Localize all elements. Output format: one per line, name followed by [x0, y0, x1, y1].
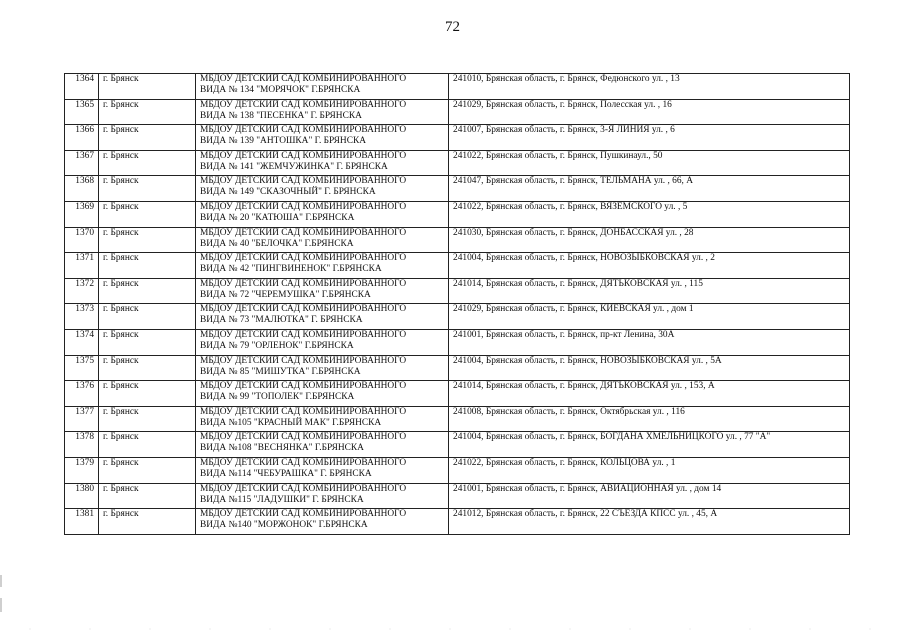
- table-row: [65, 201, 850, 227]
- row-city-cell: [99, 406, 196, 432]
- row-address: 241022, Брянская область, г. Брянск, ВЯЗЕМСКОГО ул. , 5: [453, 201, 688, 212]
- row-number: 1380: [75, 483, 94, 494]
- row-number: 1366: [75, 125, 94, 136]
- row-city: г. Брянск: [103, 329, 139, 340]
- row-institution-name-cell: [196, 201, 449, 227]
- table-row: [65, 253, 850, 279]
- table-row: [65, 125, 850, 151]
- scan-artifact: [0, 598, 2, 612]
- row-address-cell: [449, 457, 850, 483]
- row-address: 241007, Брянская область, г. Брянск, 3-Я ЛИНИЯ ул. , 6: [453, 125, 675, 136]
- row-institution-name: МБДОУ ДЕТСКИЙ САД КОМБИНИРОВАННОГО: [200, 150, 407, 161]
- row-institution-name: ВИДА № 42 "ПИНГВИНЕНОК" Г.БРЯНСКА: [200, 264, 382, 275]
- row-address: 241022, Брянская область, г. Брянск, Пушкинаул., 50: [453, 150, 663, 161]
- row-number-cell: [65, 509, 99, 535]
- row-number: 1378: [75, 432, 94, 443]
- page-number: 72: [445, 19, 460, 35]
- row-number: 1364: [75, 74, 94, 84]
- row-address-cell: [449, 381, 850, 407]
- row-institution-name-cell: [196, 509, 449, 535]
- row-city-cell: [99, 150, 196, 176]
- row-city-cell: [99, 304, 196, 330]
- row-address-cell: [449, 509, 850, 535]
- row-institution-name: МБДОУ ДЕТСКИЙ САД КОМБИНИРОВАННОГО: [200, 253, 407, 264]
- row-institution-name: МБДОУ ДЕТСКИЙ САД КОМБИНИРОВАННОГО: [200, 278, 407, 289]
- table-row: [65, 150, 850, 176]
- row-address: 241029, Брянская область, г. Брянск, КИЕВСКАЯ ул. , дом 1: [453, 304, 694, 315]
- row-city: г. Брянск: [103, 406, 139, 417]
- row-address: 241004, Брянская область, г. Брянск, БОГДАНА ХМЕЛЬНИЦКОГО ул. , 77 "А": [453, 432, 771, 443]
- row-city: г. Брянск: [103, 304, 139, 315]
- row-institution-name: ВИДА №140 "МОРЖОНОК" Г.БРЯНСКА: [200, 520, 368, 531]
- row-number: 1373: [75, 304, 94, 315]
- row-address-cell: [449, 74, 850, 100]
- row-institution-name: ВИДА № 149 "СКАЗОЧНЫЙ" Г. БРЯНСКА: [200, 187, 376, 198]
- row-address: 241030, Брянская область, г. Брянск, ДОНБАССКАЯ ул. , 28: [453, 227, 694, 238]
- row-number: 1374: [75, 329, 94, 340]
- row-number: 1375: [75, 355, 94, 366]
- row-city-cell: [99, 509, 196, 535]
- row-city-cell: [99, 381, 196, 407]
- row-city-cell: [99, 329, 196, 355]
- row-address-cell: [449, 150, 850, 176]
- row-city: г. Брянск: [103, 150, 139, 161]
- row-number-cell: [65, 483, 99, 509]
- row-address: 241047, Брянская область, г. Брянск, ТЕЛЬМАНА ул. , 66, А: [453, 176, 694, 187]
- row-institution-name-cell: [196, 253, 449, 279]
- row-number-cell: [65, 99, 99, 125]
- table-row: [65, 432, 850, 458]
- row-institution-name: МБДОУ ДЕТСКИЙ САД КОМБИНИРОВАННОГО: [200, 355, 407, 366]
- row-address: 241014, Брянская область, г. Брянск, ДЯТЬКОВСКАЯ ул. , 153, А: [453, 381, 715, 392]
- row-institution-name: ВИДА № 20 "КАТЮША" Г.БРЯНСКА: [200, 212, 355, 223]
- row-institution-name-cell: [196, 483, 449, 509]
- row-address-cell: [449, 355, 850, 381]
- row-city-cell: [99, 355, 196, 381]
- row-address: 241001, Брянская область, г. Брянск, пр-кт Ленина, 30А: [453, 329, 675, 340]
- row-institution-name: МБДОУ ДЕТСКИЙ САД КОМБИНИРОВАННОГО: [200, 227, 407, 238]
- row-number: 1368: [75, 176, 94, 187]
- row-institution-name: МБДОУ ДЕТСКИЙ САД КОМБИНИРОВАННОГО: [200, 74, 407, 84]
- row-address-cell: [449, 329, 850, 355]
- row-institution-name: ВИДА № 72 "ЧЕРЕМУШКА" Г.БРЯНСКА: [200, 289, 371, 300]
- row-number-cell: [65, 457, 99, 483]
- row-city-cell: [99, 176, 196, 202]
- row-institution-name-cell: [196, 381, 449, 407]
- table-row: [65, 457, 850, 483]
- row-address: 241029, Брянская область, г. Брянск, Полесская ул. , 16: [453, 99, 672, 110]
- row-institution-name: МБДОУ ДЕТСКИЙ САД КОМБИНИРОВАННОГО: [200, 483, 407, 494]
- row-institution-name: МБДОУ ДЕТСКИЙ САД КОМБИНИРОВАННОГО: [200, 381, 407, 392]
- row-institution-name: МБДОУ ДЕТСКИЙ САД КОМБИНИРОВАННОГО: [200, 99, 407, 110]
- row-number: 1372: [75, 278, 94, 289]
- row-institution-name-cell: [196, 227, 449, 253]
- row-institution-name: МБДОУ ДЕТСКИЙ САД КОМБИНИРОВАННОГО: [200, 201, 407, 212]
- row-number-cell: [65, 74, 99, 100]
- row-address: 241012, Брянская область, г. Брянск, 22 СЪЕЗДА КПСС ул. , 45, А: [453, 509, 718, 520]
- row-number-cell: [65, 304, 99, 330]
- row-institution-name-cell: [196, 355, 449, 381]
- scan-noise: [0, 628, 905, 630]
- row-institution-name-cell: [196, 150, 449, 176]
- row-address-cell: [449, 227, 850, 253]
- row-institution-name: МБДОУ ДЕТСКИЙ САД КОМБИНИРОВАННОГО: [200, 125, 407, 136]
- row-address-cell: [449, 99, 850, 125]
- row-address: 241014, Брянская область, г. Брянск, ДЯТЬКОВСКАЯ ул. , 115: [453, 278, 703, 289]
- row-institution-name: ВИДА № 134 "МОРЯЧОК" Г.БРЯНСКА: [200, 85, 361, 95]
- row-city: г. Брянск: [103, 201, 139, 212]
- row-city: г. Брянск: [103, 176, 139, 187]
- kindergarten-registry-table: [64, 73, 850, 535]
- row-address-cell: [449, 483, 850, 509]
- row-institution-name: МБДОУ ДЕТСКИЙ САД КОМБИНИРОВАННОГО: [200, 329, 407, 340]
- row-institution-name: ВИДА № 85 "МИШУТКА" Г.БРЯНСКА: [200, 366, 361, 377]
- table-row: [65, 74, 850, 100]
- row-number: 1381: [75, 509, 94, 520]
- row-institution-name: МБДОУ ДЕТСКИЙ САД КОМБИНИРОВАННОГО: [200, 457, 407, 468]
- row-institution-name-cell: [196, 432, 449, 458]
- table-row: [65, 99, 850, 125]
- table-row: [65, 355, 850, 381]
- row-number: 1379: [75, 457, 94, 468]
- row-city-cell: [99, 457, 196, 483]
- row-institution-name-cell: [196, 329, 449, 355]
- row-number: 1370: [75, 227, 94, 238]
- row-address: 241010, Брянская область, г. Брянск, Федюнского ул. , 13: [453, 74, 680, 84]
- row-number-cell: [65, 278, 99, 304]
- row-number-cell: [65, 406, 99, 432]
- row-institution-name: ВИДА №114 "ЧЕБУРАШКА" Г. БРЯНСКА: [200, 468, 372, 479]
- row-number-cell: [65, 253, 99, 279]
- row-institution-name-cell: [196, 457, 449, 483]
- scan-artifact: [0, 575, 2, 587]
- row-institution-name: ВИДА №108 "ВЕСНЯНКА" Г.БРЯНСКА: [200, 443, 364, 454]
- row-institution-name: ВИДА № 99 "ТОПОЛЕК" Г.БРЯНСКА: [200, 392, 355, 403]
- row-address-cell: [449, 304, 850, 330]
- row-institution-name: МБДОУ ДЕТСКИЙ САД КОМБИНИРОВАННОГО: [200, 304, 407, 315]
- row-institution-name: ВИДА № 79 "ОРЛЕНОК" Г.БРЯНСКА: [200, 340, 354, 351]
- row-number: 1376: [75, 381, 94, 392]
- row-institution-name: МБДОУ ДЕТСКИЙ САД КОМБИНИРОВАННОГО: [200, 406, 407, 417]
- row-city-cell: [99, 227, 196, 253]
- row-institution-name-cell: [196, 406, 449, 432]
- row-institution-name-cell: [196, 99, 449, 125]
- row-number-cell: [65, 432, 99, 458]
- row-number: 1369: [75, 201, 94, 212]
- row-city-cell: [99, 253, 196, 279]
- row-number-cell: [65, 125, 99, 151]
- row-address-cell: [449, 253, 850, 279]
- row-institution-name: ВИДА № 141 "ЖЕМЧУЖИНКА" Г. БРЯНСКА: [200, 161, 388, 172]
- row-address: 241004, Брянская область, г. Брянск, НОВОЗЫБКОВСКАЯ ул. , 2: [453, 253, 715, 264]
- row-institution-name: ВИДА № 138 "ПЕСЕНКА" Г. БРЯНСКА: [200, 110, 362, 121]
- row-institution-name: МБДОУ ДЕТСКИЙ САД КОМБИНИРОВАННОГО: [200, 509, 407, 520]
- table-row: [65, 406, 850, 432]
- table-row: [65, 176, 850, 202]
- row-city: г. Брянск: [103, 74, 139, 84]
- row-city-cell: [99, 483, 196, 509]
- row-city: г. Брянск: [103, 432, 139, 443]
- row-city: г. Брянск: [103, 381, 139, 392]
- row-city: г. Брянск: [103, 278, 139, 289]
- table-row: [65, 381, 850, 407]
- row-city-cell: [99, 201, 196, 227]
- table-row: [65, 483, 850, 509]
- row-address-cell: [449, 406, 850, 432]
- table-row: [65, 304, 850, 330]
- table-row: [65, 227, 850, 253]
- row-city: г. Брянск: [103, 355, 139, 366]
- row-city-cell: [99, 278, 196, 304]
- row-city: г. Брянск: [103, 125, 139, 136]
- row-address: 241001, Брянская область, г. Брянск, АВИАЦИОННАЯ ул. , дом 14: [453, 483, 722, 494]
- row-city: г. Брянск: [103, 483, 139, 494]
- row-address: 241022, Брянская область, г. Брянск, КОЛЬЦОВА ул. , 1: [453, 457, 676, 468]
- row-address-cell: [449, 125, 850, 151]
- row-address-cell: [449, 201, 850, 227]
- row-number-cell: [65, 329, 99, 355]
- row-institution-name: МБДОУ ДЕТСКИЙ САД КОМБИНИРОВАННОГО: [200, 176, 407, 187]
- row-institution-name: ВИДА № 139 "АНТОШКА" Г. БРЯНСКА: [200, 136, 366, 147]
- row-number: 1371: [75, 253, 94, 264]
- row-institution-name-cell: [196, 278, 449, 304]
- row-number-cell: [65, 176, 99, 202]
- row-number-cell: [65, 150, 99, 176]
- row-address-cell: [449, 176, 850, 202]
- row-institution-name-cell: [196, 304, 449, 330]
- row-number-cell: [65, 227, 99, 253]
- row-institution-name: ВИДА №105 "КРАСНЫЙ МАК" Г.БРЯНСКА: [200, 417, 382, 428]
- row-number-cell: [65, 355, 99, 381]
- row-address: 241008, Брянская область, г. Брянск, Октябрьская ул. , 116: [453, 406, 685, 417]
- row-city: г. Брянск: [103, 99, 139, 110]
- registry-table-body: [65, 74, 850, 535]
- row-institution-name: ВИДА № 40 "БЕЛОЧКА" Г.БРЯНСКА: [200, 238, 354, 249]
- row-address-cell: [449, 432, 850, 458]
- row-institution-name-cell: [196, 74, 449, 100]
- row-address-cell: [449, 278, 850, 304]
- row-institution-name: ВИДА №115 "ЛАДУШКИ" Г. БРЯНСКА: [200, 494, 364, 505]
- row-city: г. Брянск: [103, 253, 139, 264]
- row-city-cell: [99, 99, 196, 125]
- row-number: 1365: [75, 99, 94, 110]
- row-institution-name: МБДОУ ДЕТСКИЙ САД КОМБИНИРОВАННОГО: [200, 432, 407, 443]
- row-number-cell: [65, 201, 99, 227]
- table-row: [65, 509, 850, 535]
- row-institution-name-cell: [196, 125, 449, 151]
- row-city: г. Брянск: [103, 457, 139, 468]
- row-number: 1367: [75, 150, 94, 161]
- row-number-cell: [65, 381, 99, 407]
- row-number: 1377: [75, 406, 94, 417]
- row-city: г. Брянск: [103, 227, 139, 238]
- row-institution-name-cell: [196, 176, 449, 202]
- row-institution-name: ВИДА № 73 "МАЛЮТКА" Г. БРЯНСКА: [200, 315, 363, 326]
- table-row: [65, 329, 850, 355]
- row-city: г. Брянск: [103, 509, 139, 520]
- row-city-cell: [99, 432, 196, 458]
- row-city-cell: [99, 125, 196, 151]
- row-city-cell: [99, 74, 196, 100]
- row-address: 241004, Брянская область, г. Брянск, НОВОЗЫБКОВСКАЯ ул. , 5А: [453, 355, 722, 366]
- table-row: [65, 278, 850, 304]
